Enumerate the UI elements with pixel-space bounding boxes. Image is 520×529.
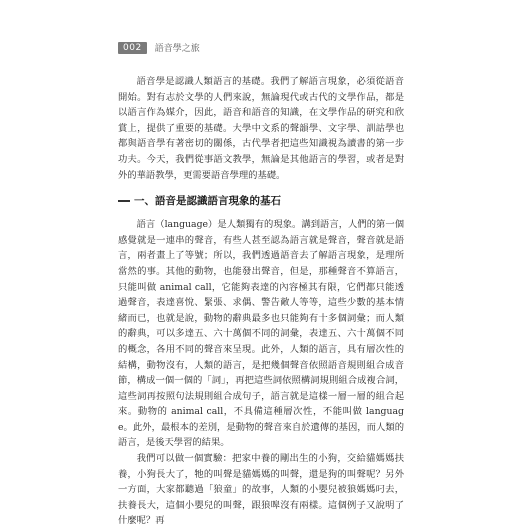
intro-paragraph: 語音學是認識人類語言的基礎。我們了解語言現象，必須從語音開始。對有志於文學的人們來說，無論現代或古代的文學作品，都是以語言作為媒介，因此，語音和語音的知識，在文學作品的研究和欣賞上，提供了重要的基礎。大學中文系的聲韻學、文字學、訓詁學也都與語音學有著密切的關係，古代學者把這些知識視為讀書的第一步功夫。今天，我們從事語文教學，無論是其他語言的學習，或者是對外的華語教學，更需要語音學理的基礎。 — [118, 76, 404, 181]
running-header — [118, 41, 200, 54]
section-heading — [118, 193, 404, 208]
page-content — [118, 74, 404, 529]
section-title-text: 語音是認識語言現象的基石 — [155, 195, 281, 208]
page-number: 002 — [118, 42, 147, 54]
body-paragraph-2: 我們可以做一個實驗：把家中養的剛出生的小狗，交給貓媽媽扶養，小狗長大了，牠的叫聲是貓媽媽的叫聲，還是狗的叫聲呢？另外一方面，大家都聽過「狼童」的故事，人類的小嬰兒被狼媽媽叼去，扶養長大，這個小嬰兒的叫聲，跟狼嗥沒有兩樣。這個例子又說明了什麼呢？再 — [118, 453, 404, 527]
heading-bar — [118, 200, 130, 202]
section-title — [134, 193, 281, 208]
body-paragraph-1: 語言（language）是人類獨有的現象。講到語言，人們的第一個感覺就是一連串的聲音，有些人甚至認為語言就是聲音，聲音就是語言，兩者畫上了等號；所以，我們透過語音去了解語言現象，是理所當然的事。其他的動物，也能發出聲音，但是，那種聲音不算語言，只能叫做 animal call，它能夠表達的內容極其有限，它們都只能透過聲音，表達喜悅、緊張、求偶、警告敵人等等，這些少數的基本情緒而已，也就是說，動物的辭典最多也只能夠有十多個詞彙；而人類的辭典，可以多達五、六十萬個不同的詞彙，表達五、六十萬個不同的概念，各用不同的聲音來呈現。此外，人類的語言，具有層次性的結構，動物沒有，人類的語言，是把幾個聲音依照語音規則組合成音節，構成一個一個的「詞」，再把這些詞依照構詞規則組合成複合詞，這些詞再按照句法規則組合成句子，語言就是這樣一層一層的組合起來。動物的 animal call，不具備這種層次性，不能叫做 language。此外，最根本的差別，是動物的聲音來自於遺傳的基因，而人類的語言，是後天學習的結果。 — [118, 219, 404, 449]
running-title: 語音學之旅 — [154, 44, 200, 54]
section-bullet: 一、 — [134, 195, 155, 208]
